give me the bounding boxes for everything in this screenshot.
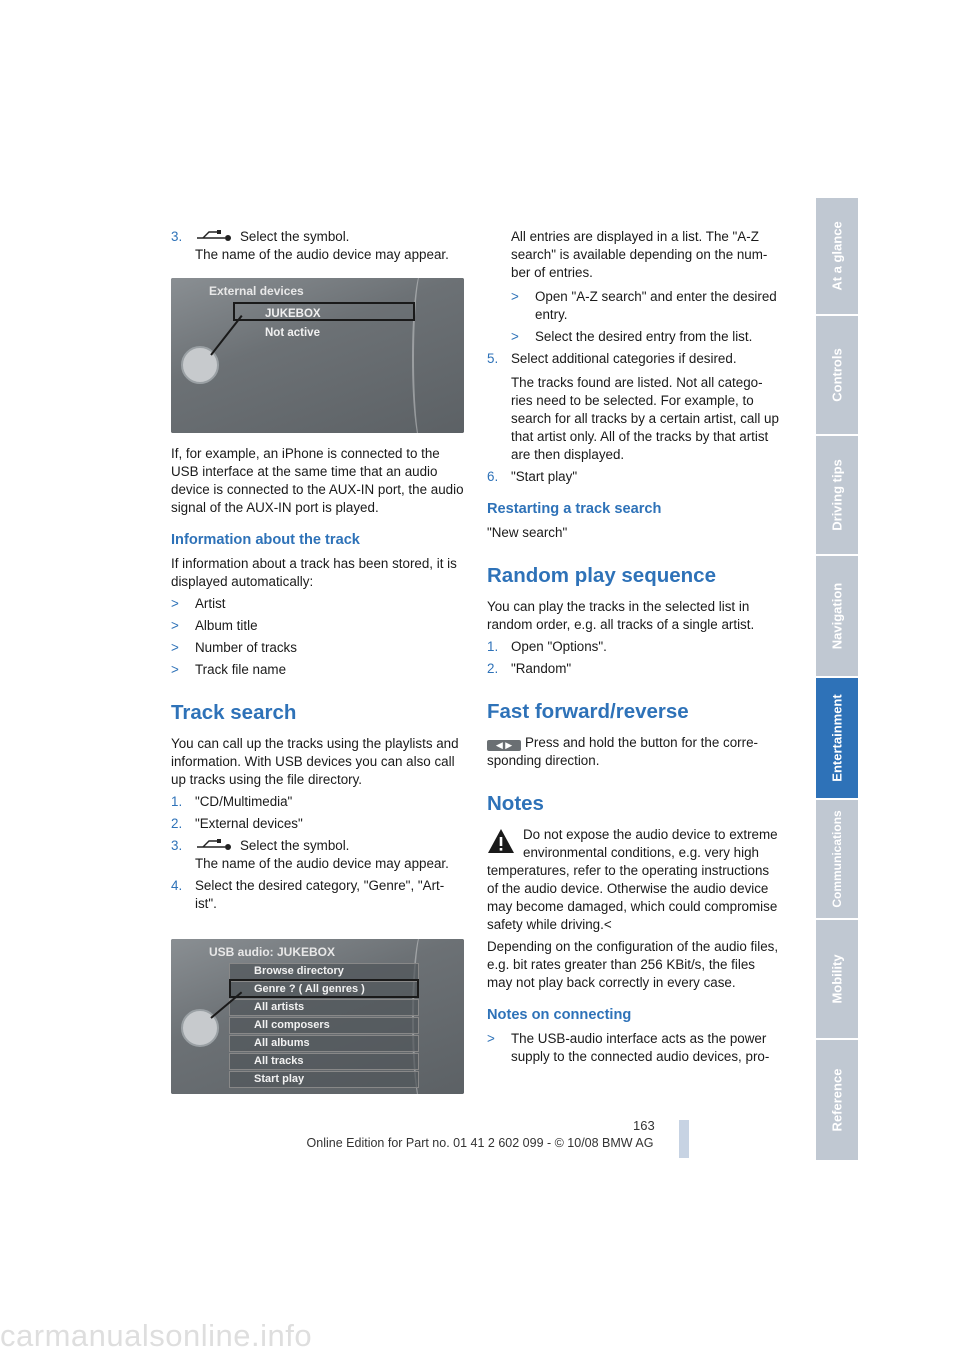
step-5: 5. Select additional categories if desired. The tracks found are listed. Not all catego-ries need to be selected. For example, to search for all tracks by a certain artist, call up that artist only. All of the tracks by that artist are then displayed. xyxy=(487,351,779,462)
list-item: > Track file name xyxy=(171,662,287,677)
left-column xyxy=(171,228,464,1094)
watermark: carmanualsonline.info xyxy=(0,1318,313,1353)
restart-text: "New search" xyxy=(487,525,568,540)
selection-frame xyxy=(229,979,419,998)
tab-at-a-glance[interactable]: At a glance xyxy=(816,198,858,314)
step-6: 6. "Start play" xyxy=(487,469,578,484)
screen-item-not-active: Not active xyxy=(265,327,320,339)
warning-paragraph: Do not expose the audio device to extreme environmental conditions, e.g. very high temperatures, refer to the operating instructions of the audio device. Otherwise the audio device may become damaged, which could compromise safety while driving.< xyxy=(487,827,778,932)
tab-driving-tips[interactable]: Driving tips xyxy=(816,436,858,554)
tab-entertainment[interactable]: Entertainment xyxy=(816,678,858,798)
heading-random-play: Random play sequence xyxy=(487,564,716,587)
tab-controls[interactable]: Controls xyxy=(816,316,858,434)
screen-title: USB audio: JUKEBOX xyxy=(209,945,336,959)
seek-buttons-icon: ◀ ▶ xyxy=(487,740,521,751)
screen-menu-item: All composers xyxy=(229,1017,419,1034)
heading-notes-connecting: Notes on connecting xyxy=(487,1007,632,1023)
screen-item-jukebox: JUKEBOX xyxy=(265,308,321,320)
tab-communications[interactable]: Communications xyxy=(816,800,858,918)
paragraph-info: If information about a track has been stored, it is displayed automatically: xyxy=(171,556,457,589)
list-item: > Open "A-Z search" and enter the desired entry. xyxy=(511,289,777,322)
random-step-1: 1. Open "Options". xyxy=(487,639,607,654)
paragraph-search: You can call up the tracks using the playlists and information. With USB devices you can also call up tracks using the file directory. xyxy=(171,736,459,787)
tab-navigation[interactable]: Navigation xyxy=(816,556,858,676)
screen-menu-item: Browse directory xyxy=(229,963,419,980)
tab-mobility[interactable]: Mobility xyxy=(816,920,858,1038)
page-number: 163 xyxy=(633,1118,655,1133)
usb-audio-screen xyxy=(171,939,464,1094)
heading-information-track: Information about the track xyxy=(171,532,360,548)
step-text: Select the symbol. xyxy=(240,229,350,244)
sub-list xyxy=(487,288,782,346)
screen-menu-item: All tracks xyxy=(229,1053,419,1070)
paragraph-bitrate: Depending on the configuration of the audio files, e.g. bit rates greater than 256 KBit/s, the files may not play back correctly in every case. xyxy=(487,939,779,990)
selection-frame xyxy=(233,302,415,321)
usb-icon xyxy=(195,229,235,243)
usb-icon xyxy=(195,838,235,852)
heading-notes: Notes xyxy=(487,792,544,815)
list-item: > Select the desired entry from the list. xyxy=(511,329,753,344)
step-3-symbol xyxy=(171,228,464,264)
paragraph-iphone: If, for example, an iPhone is connected to the USB interface at the same time that an audio device is connected to the AUX-IN port, the audio signal of the AUX-IN port is played. xyxy=(171,446,464,515)
list-item: > Artist xyxy=(171,596,226,611)
footer-text: Online Edition for Part no. 01 41 2 602 099 - © 10/08 BMW AG xyxy=(306,1136,654,1150)
heading-fast-forward: Fast forward/reverse xyxy=(487,700,689,723)
heading-track-search: Track search xyxy=(171,701,297,724)
list-item: > The USB-audio interface acts as the power supply to the connected audio devices, pro- xyxy=(487,1031,770,1064)
heading-restart-search: Restarting a track search xyxy=(487,501,662,517)
step-number: 3. xyxy=(171,229,183,244)
screen-menu-item: All artists xyxy=(229,999,419,1016)
paragraph-random: You can play the tracks in the selected list in random order, e.g. all tracks of a single artist. xyxy=(487,599,755,632)
step-3: 3. Select the symbol. The name of the audio device may appear. xyxy=(171,838,449,871)
screen-menu-item: Genre ? ( All genres ) xyxy=(229,981,419,998)
warning-icon xyxy=(487,828,515,854)
step-subtext: The name of the audio device may appear. xyxy=(195,247,449,262)
list-item: > Album title xyxy=(171,618,258,633)
screen-title: External devices xyxy=(209,284,304,298)
random-step-2: 2. "Random" xyxy=(487,661,572,676)
step-1: 1. "CD/Multimedia" xyxy=(171,794,293,809)
right-column xyxy=(487,228,782,1070)
list-item: > Number of tracks xyxy=(171,640,297,655)
paragraph-list-info: All entries are displayed in a list. The "A-Z search" is available depending on the num-ber of entries. xyxy=(511,229,768,280)
tab-reference[interactable]: Reference xyxy=(816,1040,858,1160)
step-4: 4. Select the desired category, "Genre", "Art-ist". xyxy=(171,878,445,911)
paragraph-ff: ◀ ▶ Press and hold the button for the corre-sponding direction. xyxy=(487,735,758,768)
external-devices-screen xyxy=(171,278,464,433)
screen-menu-item: All albums xyxy=(229,1035,419,1052)
step-2: 2. "External devices" xyxy=(171,816,303,831)
screen-menu-item: Start play xyxy=(229,1071,419,1088)
